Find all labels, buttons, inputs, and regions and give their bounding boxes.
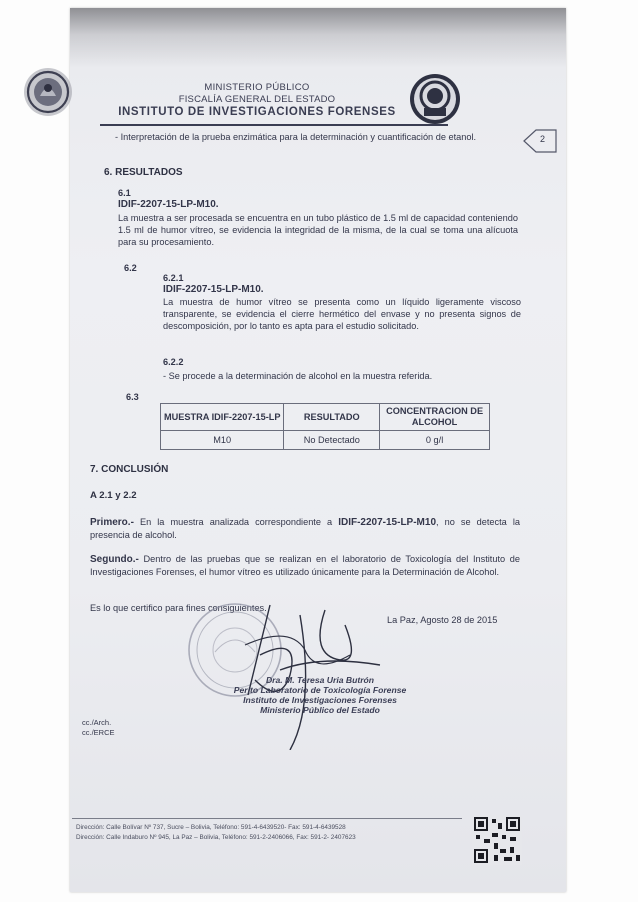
primero-text-b: , no se detecta la presencia de alcohol.: [90, 517, 520, 540]
header-ministry: MINISTERIO PÚBLICO: [204, 82, 310, 93]
footer-divider: [72, 818, 462, 819]
section-6-2-2-number: 6.2.2: [163, 357, 184, 367]
header-institute: INSTITUTO DE INVESTIGACIONES FORENSES: [118, 106, 396, 118]
section-6-1-number: 6.1: [118, 188, 131, 198]
page-number: 2: [540, 134, 546, 144]
section-6-1-sample-id: IDIF-2207-15-LP-M10.: [118, 199, 219, 210]
primero-text-a: En la muestra analizada correspondiente a: [133, 517, 339, 527]
table-header-cell: MUESTRA IDIF-2207-15-LP: [161, 404, 284, 431]
table-header-cell: CONCENTRACION DE ALCOHOL: [380, 404, 490, 431]
footer-address-sucre: Dirección: Calle Bolívar Nº 737, Sucre – Bolivia, Teléfono: 591-4-6439520- Fax: 591-4-6439528: [76, 824, 346, 831]
cc-erce: cc./ERCE: [82, 728, 115, 737]
section-6-2-2-text: - Se procede a la determinación de alcohol en la muestra referida.: [163, 371, 433, 381]
results-heading: 6. RESULTADOS: [104, 167, 183, 178]
segundo-text: Dentro de las pruebas que se realizan en el laboratorio de Toxicología del Instituto de Investigaciones Forenses, el humor vítreo es utilizado únicamente para la Determinación de Alcohol.: [90, 554, 520, 577]
page-number-marker: [522, 127, 558, 155]
header-divider: [100, 124, 448, 126]
section-6-2-1-text: La muestra de humor vítreo se presenta como un líquido ligeramente viscoso transparente, se evidencia el cierre hermético del envase y no presenta signos de descomposición, por lo tanto es apta para el estudio solicitado.: [163, 297, 521, 331]
cc-arch: cc./Arch.: [82, 718, 112, 727]
table-cell: No Detectado: [284, 431, 380, 450]
section-6-1-text: La muestra a ser procesada se encuentra en un tubo plástico de 1.5 ml de capacidad conteniendo 1.5 ml de humor vítreo, se evidencia la integridad de la misma, de la cual se toma una alícuota para su procesamiento.: [118, 213, 518, 247]
table-cell: 0 g/l: [380, 431, 490, 450]
table-header-cell: RESULTADO: [284, 404, 380, 431]
primero-label: Primero.-: [90, 517, 134, 528]
conclusion-heading: 7. CONCLUSIÓN: [90, 464, 169, 475]
signatory-name: Dra. M. Teresa Uria Butrón: [265, 675, 375, 685]
conclusion-segundo: [90, 553, 520, 578]
segundo-label: Segundo.-: [90, 554, 139, 565]
conclusion-primero: [90, 516, 520, 541]
primero-sample-id: IDIF-2207-15-LP-M10: [338, 517, 437, 528]
certification-statement: Es lo que certifico para fines consiguientes.: [90, 603, 267, 613]
signatory-title: Perito Laboratorio de Toxicología Forense: [233, 685, 407, 695]
footer-address-lapaz: Dirección: Calle Indaburo Nº 945, La Paz – Bolivia, Teléfono: 591-2-2406066, Fax: 591-2- 2407623: [76, 834, 356, 841]
qr-code-icon: [472, 815, 522, 865]
signatory-ministry: Ministerio Público del Estado: [260, 705, 380, 715]
table-row: [161, 431, 490, 450]
table-cell: M10: [161, 431, 284, 450]
section-6-2-number: 6.2: [124, 263, 137, 273]
section-6-2-1-number: 6.2.1: [163, 273, 184, 283]
coat-of-arms-seal-icon: [22, 66, 74, 118]
table-header-row: [161, 404, 490, 431]
section-6-2-1-sample-id: IDIF-2207-15-LP-M10.: [163, 284, 264, 295]
signatory-institute: Instituto de Investigaciones Forenses: [243, 695, 397, 705]
place-and-date: La Paz, Agosto 28 de 2015: [387, 615, 498, 625]
header-office: FISCALÍA GENERAL DEL ESTADO: [178, 94, 336, 105]
results-table: [160, 403, 490, 450]
conclusion-subheading: A 2.1 y 2.2: [90, 490, 137, 501]
handwritten-signature-icon: [230, 585, 390, 750]
intro-bullet: - Interpretación de la prueba enzimática para la determinación y cuantificación de etanol.: [115, 132, 477, 142]
section-6-3-number: 6.3: [126, 392, 139, 402]
